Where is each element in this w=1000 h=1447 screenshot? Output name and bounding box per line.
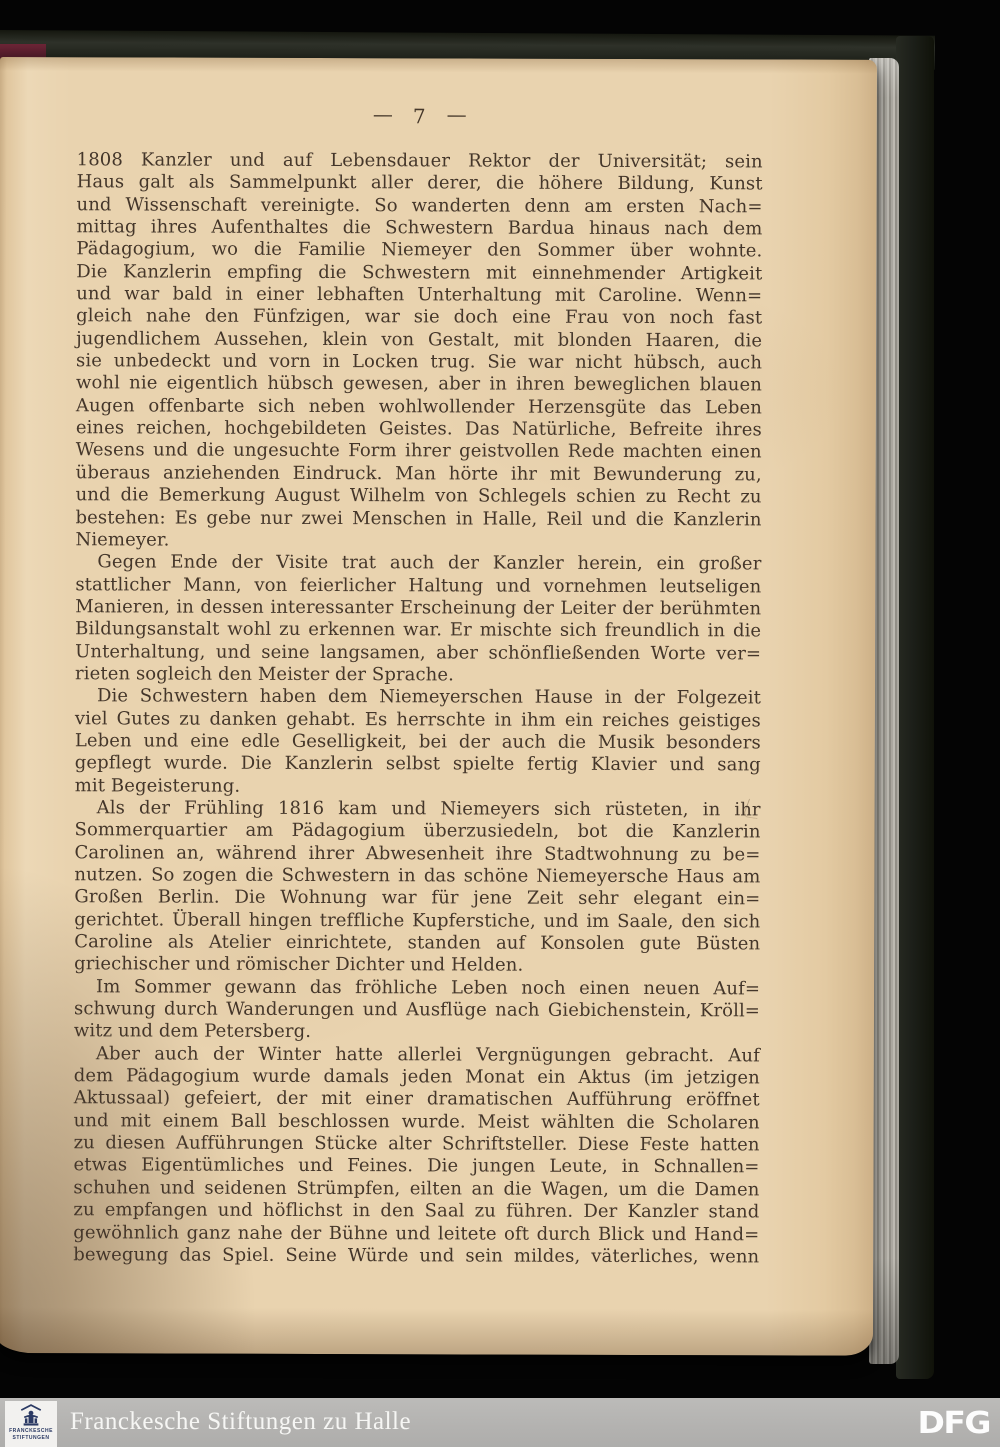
text-line: Manieren, in dessen interessanter Erscheinung der Leiter der berühmten	[75, 596, 762, 620]
text-line: etwas Eigentümliches und Feines. Die jungen Leute, in Schnallen=	[73, 1154, 760, 1178]
logo-caption-line1: FRANCKESCHE	[9, 1428, 53, 1434]
text-line: stattlicher Mann, von feierlicher Haltung und vornehmen leutseligen	[75, 573, 762, 597]
text-line: 1808 Kanzler und auf Lebensdauer Rektor der Universität; sein	[76, 149, 763, 173]
text-line: gerichtet. Überall hingen treffliche Kupferstiche, und im Saale, den sich	[74, 908, 761, 933]
text-line: bewegung das Spiel. Seine Würde und sein mildes, väterliches, wenn	[73, 1244, 760, 1268]
text-line: Augen offenbarte sich neben wohlwollender Herzensgüte das Leben	[75, 395, 762, 419]
footer-title: Franckesche Stiftungen zu Halle	[70, 1408, 412, 1435]
text-line: schuhen und seidenen Strümpfen, eilten an die Wagen, um die Damen	[73, 1177, 760, 1201]
text-line: und mit einem Ball beschlossen wurde. Meist wählten die Scholaren	[73, 1110, 760, 1134]
text-line: Aber auch der Winter hatte allerlei Vergnügungen gebracht. Auf	[95, 1043, 760, 1067]
paragraph	[74, 797, 761, 978]
text-line: gepflegt wurde. Die Kanzlerin selbst spielte fertig Klavier und sang	[74, 752, 761, 776]
paragraph	[75, 149, 762, 553]
text-line: Wesens und die ungesuchte Form ihrer geistvollen Rede machten einen	[75, 439, 762, 463]
text-line: gleich nahe den Fünfzigen, war sie doch eine Frau von noch fast	[76, 305, 763, 329]
text-line: Haus galt als Sammelpunkt aller derer, die höhere Bildung, Kunst	[76, 171, 763, 195]
text-line: Die Kanzlerin empfing die Schwestern mit einnehmender Artigkeit	[76, 260, 763, 285]
text-line: Im Sommer gewann das fröhliche Leben noch einen neuen Auf=	[96, 976, 761, 1000]
text-line: Carolinen an, während ihrer Abwesenheit ihre Stadtwohnung zu be=	[74, 841, 761, 866]
text-line: bestehen: Es gebe nur zwei Menschen in Halle, Reil und die Kanzlerin	[75, 506, 762, 530]
page-header	[77, 103, 763, 129]
text-line: Pädagogium, wo die Familie Niemeyer den Sommer über wohnte.	[76, 238, 763, 262]
header-dash-right: —	[446, 102, 467, 127]
institution-logo-caption	[9, 1428, 53, 1441]
header-dash-left: —	[372, 102, 393, 127]
text-line: nutzen. So zogen die Schwestern in das schöne Niemeyersche Haus am	[74, 864, 761, 888]
text-line: mittag ihres Aufenthaltes die Schwestern Bardua hinaus nach dem	[76, 216, 763, 240]
text-line: überaus anziehenden Eindruck. Man hörte ihr mit Bewunderung zu,	[75, 462, 762, 486]
text-line: rieten sogleich den Meister der Sprache.	[75, 663, 454, 686]
text-line: zu empfangen und höflichst in den Saal zu führen. Der Kanzler stand	[73, 1199, 760, 1223]
text-line: Bildungsanstalt wohl zu erkennen war. Er mischte sich freundlich in die	[75, 618, 762, 642]
text-line: und Wissenschaft vereinigte. So wanderten denn am ersten Nach=	[76, 193, 763, 218]
text-line: viel Gutes zu danken gehabt. Es herrschte in ihm ein reiches geistiges	[74, 707, 761, 731]
institution-logo	[5, 1401, 57, 1447]
text-line: griechischer und römischer Dichter und Helden.	[74, 953, 524, 977]
text-line: und war bald in einer lebhaften Unterhaltung mit Caroline. Wenn=	[76, 283, 763, 307]
text-line: gewöhnlich ganz nahe der Bühne und leitete oft durch Blick und Hand=	[73, 1221, 760, 1245]
text-line: schwung durch Wanderungen und Ausflüge nach Giebichenstein, Kröll=	[73, 998, 761, 1022]
text-line: und die Bemerkung August Wilhelm von Schlegels schien zu Recht zu	[75, 484, 762, 508]
footer-bar	[0, 1398, 1000, 1447]
text-line: Unterhaltung, und seine langsamen, aber schönfließenden Worte ver=	[75, 640, 762, 664]
paragraph	[74, 976, 760, 1045]
scan-page	[0, 57, 877, 1356]
text-line: Gegen Ende der Visite trat auch der Kanzler herein, ein großer	[97, 551, 762, 575]
paragraph	[75, 551, 761, 687]
book-cover-right-edge	[896, 36, 934, 1379]
text-line: Caroline als Atelier einrichtete, standen auf Konsolen gute Büsten	[74, 931, 761, 955]
text-line: zu diesen Aufführungen Stücke alter Schriftsteller. Diese Feste hatten	[73, 1132, 760, 1156]
text-line: Großen Berlin. Die Wohnung war für jene Zeit sehr elegant ein=	[74, 886, 761, 910]
body-text	[73, 149, 763, 1268]
paragraph	[73, 1043, 760, 1269]
text-line: wohl nie eigentlich hübsch gewesen, aber in ihren beweglichen blauen	[75, 372, 763, 396]
text-line: mit Begeisterung.	[74, 774, 241, 797]
francke-emblem-icon	[18, 1404, 44, 1428]
text-line: eines reichen, hochgebildeten Geistes. Das Natürliche, Befreite ihres	[75, 417, 762, 441]
text-line: dem Pädagogium wurde damals jeden Monat ein Aktus (im jetzigen	[73, 1065, 760, 1089]
text-line: witz und dem Petersberg.	[73, 1020, 312, 1043]
text-line: Als der Frühling 1816 kam und Niemeyers sich rüsteten, in ihr	[96, 797, 761, 821]
page-number: 7	[412, 104, 427, 129]
text-line: Niemeyer.	[75, 529, 170, 551]
text-line: jugendlichem Aussehen, klein von Gestalt, mit blonden Haaren, die	[76, 327, 763, 352]
paragraph	[75, 685, 761, 799]
dfg-logo: DFG	[917, 1404, 990, 1441]
text-line: sie unbedeckt und vorn in Locken trug. Sie war nicht hübsch, auch	[76, 350, 763, 374]
text-line: Leben und eine edle Geselligkeit, bei der auch die Musik besonders	[74, 730, 761, 754]
text-line: Die Schwestern haben dem Niemeyerschen Hause in der Folgezeit	[96, 685, 762, 709]
text-line: Sommerquartier am Pädagogium überzusiedeln, bot die Kanzlerin	[74, 819, 761, 843]
logo-caption-line2: STIFTUNGEN	[12, 1434, 50, 1441]
text-line: Aktussaal) gefeiert, der mit einer dramatischen Aufführung eröffnet	[73, 1087, 760, 1111]
